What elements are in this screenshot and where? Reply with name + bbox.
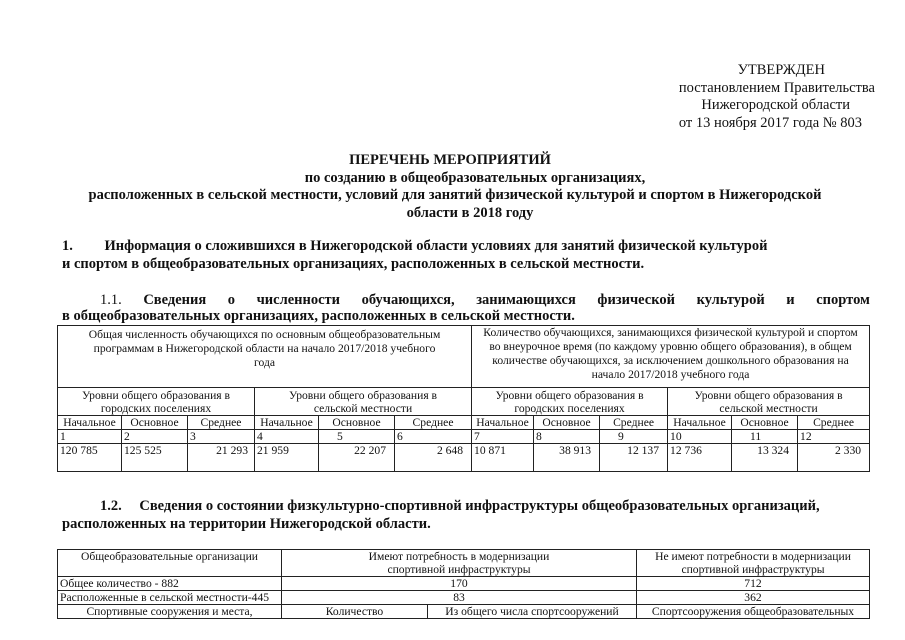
table2-header-no-need: Не имеют потребности в модернизации спортивной инфраструктуры — [637, 550, 870, 577]
level-header: Среднее — [395, 416, 472, 430]
column-number: 6 — [395, 430, 472, 444]
level-header: Среднее — [798, 416, 870, 430]
column-number: 1 — [58, 430, 122, 444]
table2-subheader: Из общего числа спортсооружений — [428, 605, 637, 619]
section-1-1-word: Сведения — [143, 292, 207, 308]
section-1-1-word: о — [227, 292, 236, 308]
table2-header-need-modernization: Имеют потребность в модернизации спортивной инфраструктуры — [282, 550, 637, 577]
column-number: 7 — [472, 430, 534, 444]
level-header: Начальное — [255, 416, 319, 430]
level-header: Начальное — [472, 416, 534, 430]
table2-value: 83 — [282, 591, 637, 605]
table-group-header: Уровни общего образования в сельской местности — [668, 388, 870, 416]
table2-value: 362 — [637, 591, 870, 605]
table-value: 21 959 — [255, 444, 319, 472]
column-number: 9 — [600, 430, 668, 444]
column-number: 8 — [534, 430, 600, 444]
table-value: 22 207 — [319, 444, 395, 472]
title-subline-2: расположенных в сельской местности, условий для занятий физической культурой и спортом в Нижегородской — [88, 187, 822, 203]
section-1-1 — [62, 292, 870, 325]
students-table — [57, 325, 870, 472]
section-1-line-1: Информация о сложившихся в Нижегородской области условиях для занятий физической культурой — [104, 238, 768, 254]
table2-subheader: Спортсооружения общеобразовательных — [637, 605, 870, 619]
level-header: Основное — [122, 416, 188, 430]
section-1-1-word: культурой — [696, 292, 765, 308]
section-1-1-word: физической — [597, 292, 675, 308]
section-1-1-line-2: в общеобразовательных организациях, расположенных в сельской местности. — [62, 307, 575, 324]
level-header: Среднее — [600, 416, 668, 430]
approval-line-decree: постановлением Правительства — [678, 79, 875, 96]
table2-value: 170 — [282, 577, 637, 591]
table-value: 10 871 — [472, 444, 534, 472]
title-subline-3: области в 2018 году — [406, 204, 534, 221]
table-group-header: Уровни общего образования в городских поселениях — [58, 388, 255, 416]
level-header: Начальное — [668, 416, 732, 430]
column-number: 5 — [319, 430, 395, 444]
section-1-number: 1. — [62, 238, 73, 254]
table-value: 2 330 — [798, 444, 870, 472]
table-value: 21 293 — [188, 444, 255, 472]
level-header: Начальное — [58, 416, 122, 430]
level-header: Основное — [319, 416, 395, 430]
approval-block — [640, 62, 880, 132]
table2-header-organizations: Общеобразовательные организации — [58, 550, 282, 577]
section-1-1-word: и — [786, 292, 795, 308]
approval-title: УТВЕРЖДЕН — [737, 62, 825, 78]
section-1-line-2: и спортом в общеобразовательных организациях, расположенных в сельской местности. — [62, 255, 645, 272]
title-heading: ПЕРЕЧЕНЬ МЕРОПРИЯТИЙ — [349, 152, 551, 168]
table2-row-label: Расположенные в сельской местности-445 — [58, 591, 282, 605]
table-value: 125 525 — [122, 444, 188, 472]
table-group-header: Уровни общего образования в городских поселениях — [472, 388, 668, 416]
title-subline-1: по созданию в общеобразовательных организациях, — [304, 169, 646, 186]
section-1-2-line-1: Сведения о состоянии физкультурно-спортивной инфраструктуры общеобразовательных организаций, — [139, 498, 820, 514]
section-1-2-line-2: расположенных на территории Нижегородской области. — [62, 515, 431, 532]
column-number: 10 — [668, 430, 732, 444]
approval-line-date: от 13 ноября 2017 года № 803 — [678, 114, 862, 131]
section-1-2 — [62, 498, 872, 533]
table-value: 120 785 — [58, 444, 122, 472]
table-value: 2 648 — [395, 444, 472, 472]
table-group-header: Уровни общего образования в сельской местности — [255, 388, 472, 416]
approval-line-region: Нижегородской области — [701, 97, 850, 113]
table2-subheader: Количество — [282, 605, 428, 619]
section-1-1-number: 1.1. — [100, 292, 122, 308]
table-value: 12 137 — [600, 444, 668, 472]
table-value: 12 736 — [668, 444, 732, 472]
section-1-2-number: 1.2. — [100, 498, 122, 514]
table2-value: 712 — [637, 577, 870, 591]
table-header-sport-students: Количество обучающихся, занимающихся физической культурой и спортом во внеурочное время (по каждому уровню общего образования), в общем количестве обучающихся, за исключением дошкольного образования на начало 2017/2018 учебного года — [472, 326, 870, 388]
table-value: 38 913 — [534, 444, 600, 472]
level-header: Основное — [534, 416, 600, 430]
level-header: Среднее — [188, 416, 255, 430]
section-1 — [62, 238, 862, 273]
table-value: 13 324 — [732, 444, 798, 472]
table-header-total-students: Общая численность обучающихся по основным общеобразовательным программам в Нижегородской области на начало 2017/2018 учебного года — [58, 326, 472, 388]
section-1-1-word: занимающихся — [476, 292, 576, 308]
table2-row-label: Общее количество - 882 — [58, 577, 282, 591]
column-number: 4 — [255, 430, 319, 444]
section-1-1-word: численности — [256, 292, 341, 308]
table2-row-label: Спортивные сооружения и места, — [58, 605, 282, 619]
column-number: 11 — [732, 430, 798, 444]
column-number: 12 — [798, 430, 870, 444]
section-1-1-word: спортом — [816, 292, 870, 308]
document-title — [60, 152, 850, 222]
infrastructure-table — [57, 549, 870, 619]
section-1-1-word: обучающихся, — [361, 292, 455, 308]
column-number: 2 — [122, 430, 188, 444]
level-header: Основное — [732, 416, 798, 430]
column-number: 3 — [188, 430, 255, 444]
